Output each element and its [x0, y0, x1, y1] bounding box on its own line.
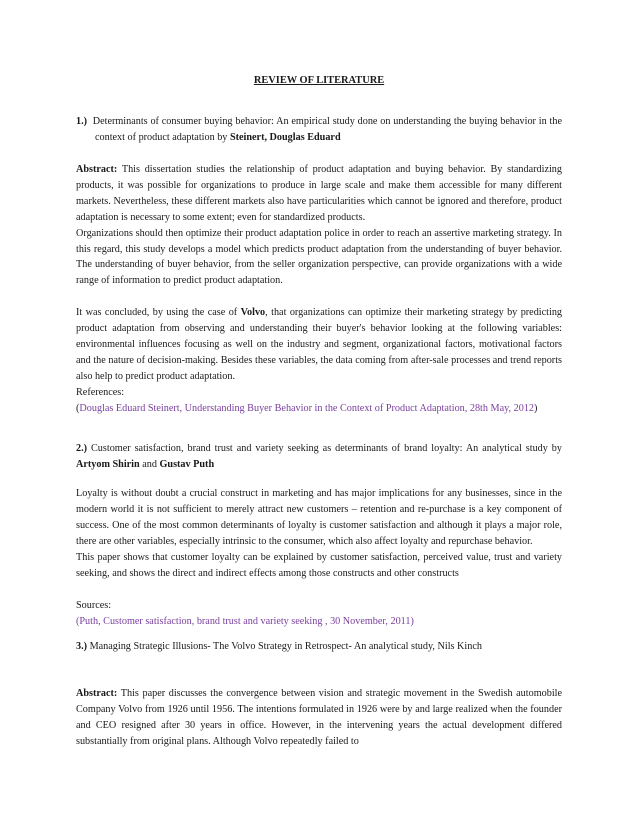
section-1-heading	[76, 114, 562, 146]
ref-open-paren: (	[76, 402, 80, 414]
section-1-references	[76, 385, 562, 417]
reference-citation: Douglas Eduard Steinert, Understanding Buyer Behavior in the Context of Product Adaptation, 28th May, 2012	[79, 402, 534, 414]
section-1-abstract	[76, 162, 562, 289]
conclusion-volvo: Volvo	[240, 307, 266, 318]
references-label: References:	[76, 387, 125, 398]
sources-citation: (Puth, Customer satisfaction, brand trust and variety seeking , 30 November, 2011)	[76, 615, 414, 627]
section-2-title: Customer satisfaction, brand trust and variety seeking as determinants of brand loyalty: An analytical study by	[87, 443, 562, 454]
section-3-abstract-text: This paper discusses the convergence between vision and strategic movement in the Swedish automobile Company Volvo from 1926 until 1956. The intentions formulated in 1926 were by and large realized when the founder and CEO resigned after 30 years in office. However, in the intervening years the actual development differed substantially from original plans. Although Volvo repeatedly failed to	[76, 688, 562, 747]
section-1-conclusion	[76, 305, 562, 385]
section-2-author-1: Artyom Shirin	[76, 458, 140, 470]
page-title: REVIEW OF LITERATURE	[253, 75, 385, 86]
section-2-number: 2.)	[76, 443, 88, 454]
section-2-paragraph-1: Loyalty is without doubt a crucial construct in marketing and has major implications for any businesses, since in the modern world it is not sufficient to merely attract new customers – retention and re-purchase is a key component of success. One of the most common determinants of loyalty is customer satisfaction and although it plays a major role, there are other variables, especially intrinsic to the consumer, which also affect loyalty and repurchase behavior.	[76, 488, 562, 547]
section-2-heading	[76, 441, 562, 473]
section-2-paragraph-2: This paper shows that customer loyalty can be explained by customer satisfaction, perceived value, trust and variety seeking, and shows the direct and indirect effects among those constructs and other constructs	[76, 551, 562, 579]
conclusion-text-a: It was concluded, by using the case of	[76, 307, 241, 318]
section-3-number: 3.)	[76, 641, 88, 652]
abstract-paragraph-1: This dissertation studies the relationship of product adaptation and buying behavior. By standardizing products, it was possible for organizations to produce in large scale and make them accessible for many different markets. Nevertheless, these different markets also have particularities which cannot be ignored and therefore, product adaptation is necessary to some extent; even for standardized products.	[76, 164, 562, 223]
sources-label: Sources:	[76, 600, 112, 611]
section-2-sources	[76, 598, 562, 630]
section-3-abstract	[76, 686, 562, 750]
section-2-and: and	[139, 458, 160, 470]
section-3-title: Managing Strategic Illusions- The Volvo Strategy in Retrospect- An analytical study, Nils Kinch	[87, 641, 482, 652]
section-3-abstract-label: Abstract:	[76, 688, 118, 699]
section-2-author-2: Gustav Puth	[159, 458, 215, 470]
section-1-title: Determinants of consumer buying behavior: An empirical study done on understanding the buying behavior in the context of product adaptation by	[92, 116, 562, 143]
conclusion-text-b: , that organizations can optimize their marketing strategy by predicting product adaptation from observing and understanding their buyer's behavior looking at the following variables: environmental influences focusing as well on the industry and segment, organizational factors, motivational factors and the nature of decision-making. Besides these variables, the data coming from after-sale processes and trend reports also help to predict product adaptation.	[76, 307, 563, 382]
abstract-paragraph-2: Organizations should then optimize their product adaptation police in order to reach an assertive marketing strategy. In this regard, this study develops a model which predicts product adaptation from the understanding of buyer behavior. The understanding of buyer behavior, from the seller organization perspective, can provide organizations with a wide range of information to predict product adaptation.	[76, 227, 562, 287]
section-2-body	[76, 486, 562, 581]
section-1-author: Steinert, Douglas Eduard	[229, 131, 341, 143]
section-1-number: 1.)	[76, 116, 88, 127]
abstract-label: Abstract:	[76, 164, 118, 175]
section-3-heading	[76, 639, 562, 655]
ref-close-paren: )	[534, 402, 538, 414]
